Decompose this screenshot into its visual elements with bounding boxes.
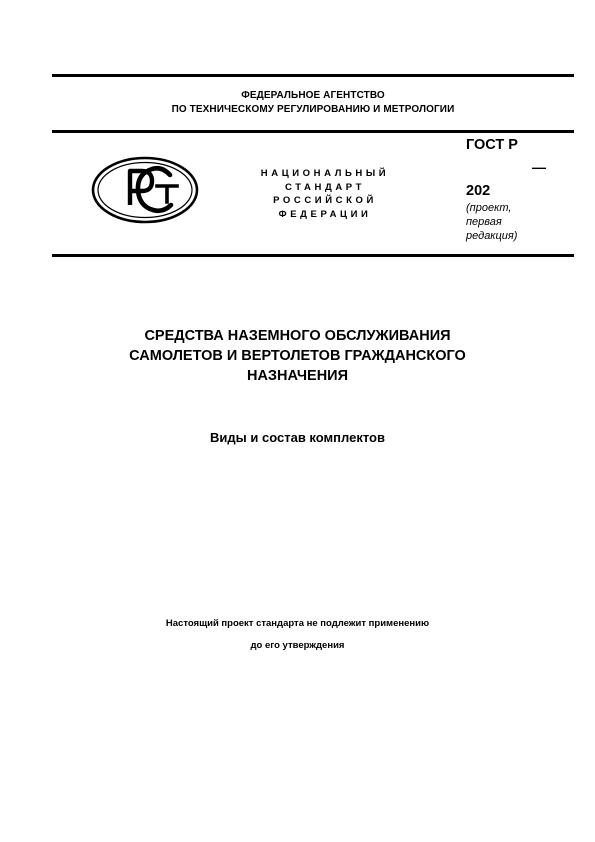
agency-line-2: ПО ТЕХНИЧЕСКОМУ РЕГУЛИРОВАНИЮ И МЕТРОЛОГИИ (171, 104, 455, 115)
draft-notice-line-2: до его утверждения (250, 640, 345, 651)
national-standard-line-1: НАЦИОНАЛЬНЫЙ (260, 168, 390, 179)
document-title-line-1: СРЕДСТВА НАЗЕМНОГО ОБСЛУЖИВАНИЯ (144, 328, 451, 344)
top-rule (52, 74, 574, 77)
gost-designation (466, 136, 576, 243)
national-standard-label (240, 167, 410, 221)
gost-title: ГОСТ Р (466, 137, 518, 153)
bottom-rule (52, 254, 574, 257)
national-standard-line-2: СТАНДАРТ (285, 181, 365, 193)
agency-header (52, 89, 574, 117)
gost-status-line-1: (проект, (466, 202, 512, 214)
draft-notice-line-1: Настоящий проект стандарта не подлежит применению (165, 618, 430, 629)
gost-number: 202 (466, 183, 491, 199)
gost-status (466, 201, 576, 243)
middle-rule (52, 130, 574, 133)
gost-status-line-3: редакция) (466, 230, 518, 242)
rst-certification-mark-icon (90, 155, 200, 225)
gost-dash: — (532, 159, 546, 175)
document-title-line-2: САМОЛЕТОВ И ВЕРТОЛЕТОВ ГРАЖДАНСКОГО (129, 348, 466, 364)
document-subtitle: Виды и состав комплектов (210, 430, 385, 445)
gost-status-line-2: первая (466, 216, 502, 228)
national-standard-line-4: ФЕДЕРАЦИИ (278, 208, 372, 220)
draft-notice (40, 613, 555, 657)
document-title-line-3: НАЗНАЧЕНИЯ (246, 368, 349, 384)
document-title (40, 326, 555, 386)
agency-line-1: ФЕДЕРАЛЬНОЕ АГЕНТСТВО (241, 90, 385, 101)
national-standard-line-3: РОССИЙСКОЙ (273, 195, 377, 206)
